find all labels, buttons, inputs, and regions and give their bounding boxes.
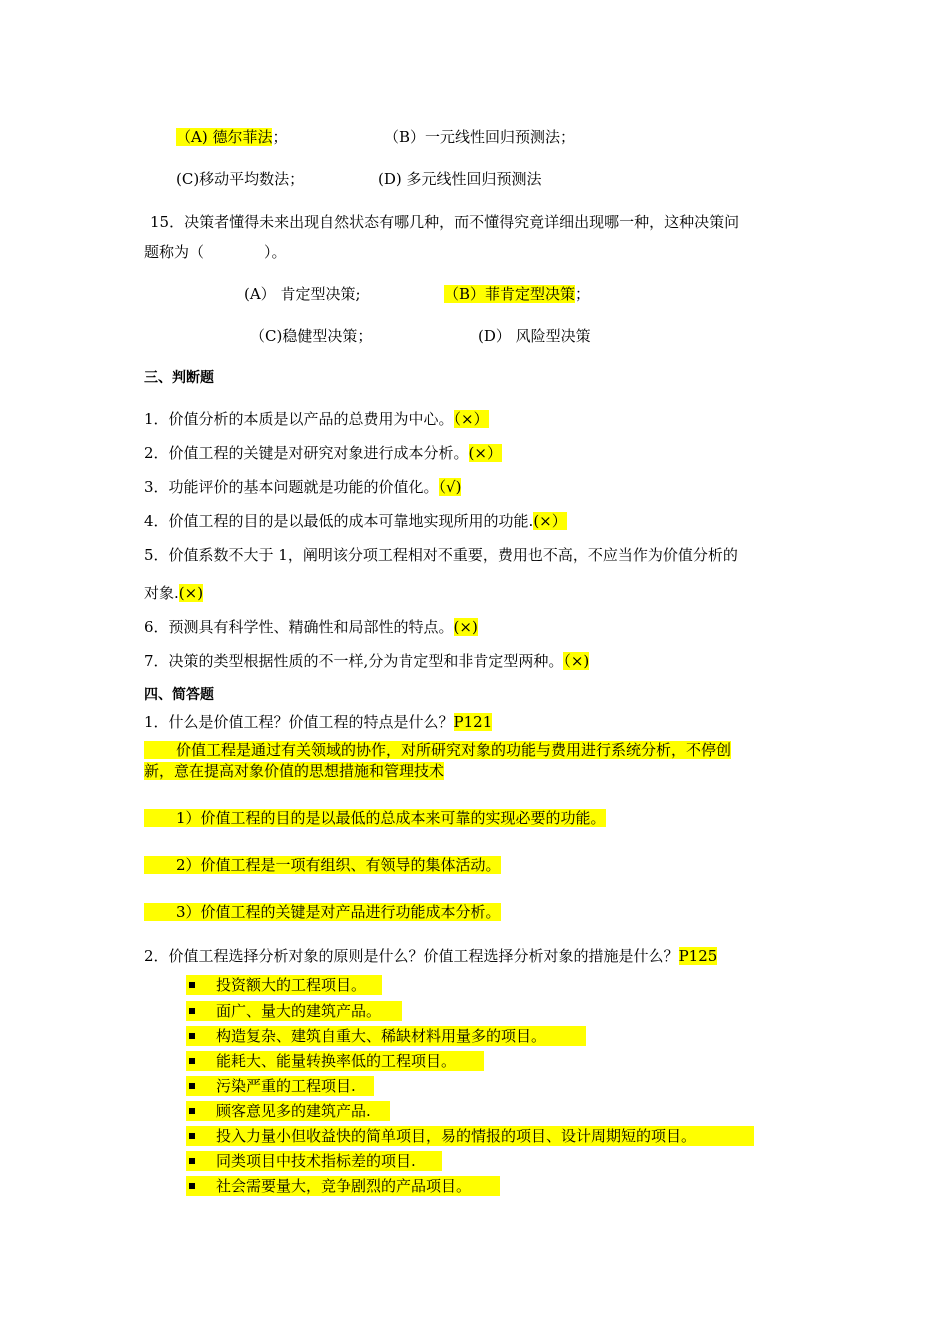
short-q1-point-text: 2）价值工程是一项有组织、有领导的集体活动。 [144, 856, 501, 874]
short-q2-text: 2．价值工程选择分析对象的原则是什么？价值工程选择分析对象的措施是什么？ [144, 947, 679, 965]
judge-item-6 [144, 617, 478, 637]
section4-heading: 四、简答题 [144, 687, 214, 703]
bullet-icon [189, 1133, 195, 1139]
judge-item-text: 1．价值分析的本质是以产品的总费用为中心。 [144, 410, 454, 428]
bullet-icon [189, 1183, 195, 1189]
q15-option-b-sep: ； [575, 285, 591, 303]
judge-item-2 [144, 443, 502, 463]
judge-item-answer: (×） [533, 512, 567, 530]
q15-option-b-line [444, 284, 590, 304]
q14-option-a-line [176, 127, 287, 147]
list-item-text: 顾客意见多的建筑产品. [216, 1102, 371, 1120]
list-item-text: 社会需要量大，竞争剧烈的产品项目。 [216, 1177, 472, 1195]
judge-item-answer: （×) [563, 652, 590, 670]
list-item-text: 污染严重的工程项目. [216, 1077, 356, 1095]
short-q1-point-2 [144, 855, 501, 875]
short-q2-page-ref: P125 [678, 947, 718, 965]
judge-item-text: 2．价值工程的关键是对研究对象进行成本分析。 [144, 444, 469, 462]
q15-option-a: (A） 肯定型决策; [244, 285, 361, 303]
q15-question-line2: 题称为（ ）。 [144, 243, 287, 261]
short-q1-answer-text: 新，意在提高对象价值的思想措施和管理技术 [144, 762, 445, 780]
judge-item-answer: （√) [438, 478, 462, 496]
q14-option-c: (C)移动平均数法； [176, 170, 305, 188]
short-q1-text: 1．什么是价值工程？价值工程的特点是什么？ [144, 713, 454, 731]
list-item-text: 构造复杂、建筑自重大、稀缺材料用量多的项目。 [216, 1027, 547, 1045]
judge-item-text: 3．功能评价的基本问题就是功能的价值化。 [144, 478, 439, 496]
judge-item-text: 对象. [144, 584, 179, 602]
list-item-text: 同类项目中技术指标差的项目. [216, 1152, 416, 1170]
judge-item-text: 6．预测具有科学性、精确性和局部性的特点。 [144, 618, 454, 636]
short-q1-answer-text: 价值工程是通过有关领域的协作，对所研究对象的功能与费用进行系统分析，不停创 [144, 741, 731, 759]
q15-option-c: （C)稳健型决策； [250, 327, 373, 345]
q14-option-a-sep: ； [272, 128, 288, 146]
bullet-icon [189, 1058, 195, 1064]
judge-item-answer: (×） [468, 444, 502, 462]
short-q1-point-1 [144, 808, 606, 828]
judge-item-1 [144, 409, 489, 429]
short-q1-point-text: 3）价值工程的关键是对产品进行功能成本分析。 [144, 903, 501, 921]
q15-option-d: (D） 风险型决策 [478, 327, 591, 345]
q15-question-line1: 15．决策者懂得未来出现自然状态有哪几种，而不懂得究竟详细出现哪一种，这种决策问 [150, 213, 740, 231]
short-q1 [144, 712, 492, 732]
judge-item-4 [144, 511, 567, 531]
q14-option-d: (D) 多元线性回归预测法 [378, 170, 542, 188]
short-q1-point-text: 1）价值工程的目的是以最低的总成本来可靠的实现必要的功能。 [144, 809, 606, 827]
q14-option-a: （A) 德尔菲法 [176, 128, 273, 146]
bullet-icon [189, 1008, 195, 1014]
short-q2 [144, 946, 717, 966]
section3-heading: 三、判断题 [144, 370, 214, 386]
judge-item-text: 7．决策的类型根据性质的不一样,分为肯定型和非肯定型两种。 [144, 652, 564, 670]
short-q1-point-3 [144, 902, 501, 922]
bullet-icon [189, 1033, 195, 1039]
bullet-icon [189, 1108, 195, 1114]
list-item-text: 投入力量小但收益快的简单项目，易的情报的项目、设计周期短的项目。 [216, 1127, 697, 1145]
short-q1-answer-line1 [144, 740, 731, 760]
judge-item-answer: （×） [453, 410, 489, 428]
bullet-icon [189, 1083, 195, 1089]
short-q1-answer-line2 [144, 761, 444, 781]
judge-item-3 [144, 477, 461, 497]
judge-item-answer: (×) [453, 618, 478, 636]
judge-item-7 [144, 651, 589, 671]
list-item-text: 投资额大的工程项目。 [216, 976, 367, 994]
judge-item-text: 4．价值工程的目的是以最低的成本可靠地实现所用的功能. [144, 512, 534, 530]
judge-item-text: 5．价值系数不大于 1，阐明该分项工程相对不重要，费用也不高，不应当作为价值分析的 [144, 546, 738, 564]
bullet-icon [189, 1158, 195, 1164]
judge-item-5 [144, 545, 738, 565]
judge-item-answer: (×) [178, 584, 204, 602]
judge-item-5-cont [144, 583, 203, 603]
list-item-text: 面广、量大的建筑产品。 [216, 1002, 382, 1020]
q14-option-b: （B）一元线性回归预测法； [384, 128, 576, 146]
list-item-text: 能耗大、能量转换率低的工程项目。 [216, 1052, 457, 1070]
bullet-icon [189, 982, 195, 988]
short-q1-page-ref: P121 [453, 713, 493, 731]
q15-option-b: （B）菲肯定型决策 [444, 285, 576, 303]
